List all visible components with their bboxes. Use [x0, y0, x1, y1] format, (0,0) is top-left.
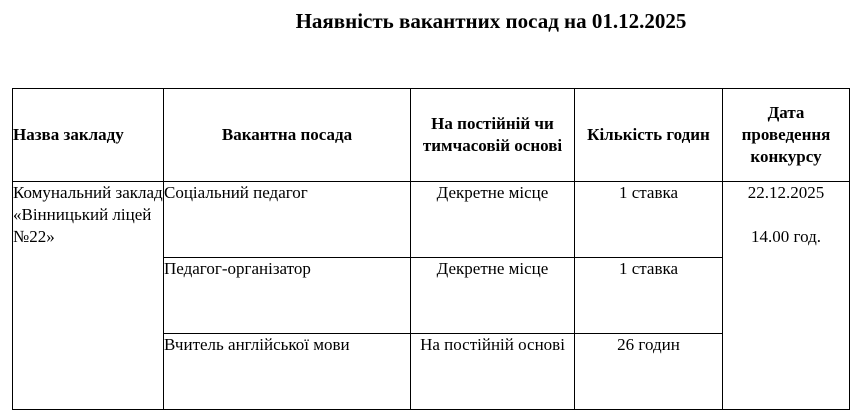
header-position: Вакантна посада: [164, 89, 411, 182]
header-basis: На постійній чи тимчасовій основі: [411, 89, 575, 182]
table-header-row: [13, 89, 850, 182]
hours-cell: 1 ставка: [575, 258, 723, 334]
position-cell: Вчитель англійської мови: [164, 334, 411, 410]
header-hours: Кількість годин: [575, 89, 723, 182]
vacancies-table: [12, 88, 850, 410]
table-row: [13, 182, 850, 258]
position-cell: Соціальний педагог: [164, 182, 411, 258]
contest-date: 22.12.2025: [747, 183, 825, 202]
school-name-cell: Комунальний заклад «Вінницький ліцей №22»: [13, 182, 164, 410]
basis-cell: Декретне місце: [411, 182, 575, 258]
page-title: Наявність вакантних посад на 01.12.2025: [295, 9, 687, 33]
header-date: Дата проведення конкурсу: [723, 89, 850, 182]
basis-cell: Декретне місце: [411, 258, 575, 334]
basis-cell: На постійній основі: [411, 334, 575, 410]
hours-cell: 1 ставка: [575, 182, 723, 258]
header-school: Назва закладу: [13, 89, 164, 182]
contest-date-cell: [723, 182, 850, 410]
position-cell: Педагог-організатор: [164, 258, 411, 334]
hours-cell: 26 годин: [575, 334, 723, 410]
contest-time: 14.00 год.: [751, 227, 821, 246]
